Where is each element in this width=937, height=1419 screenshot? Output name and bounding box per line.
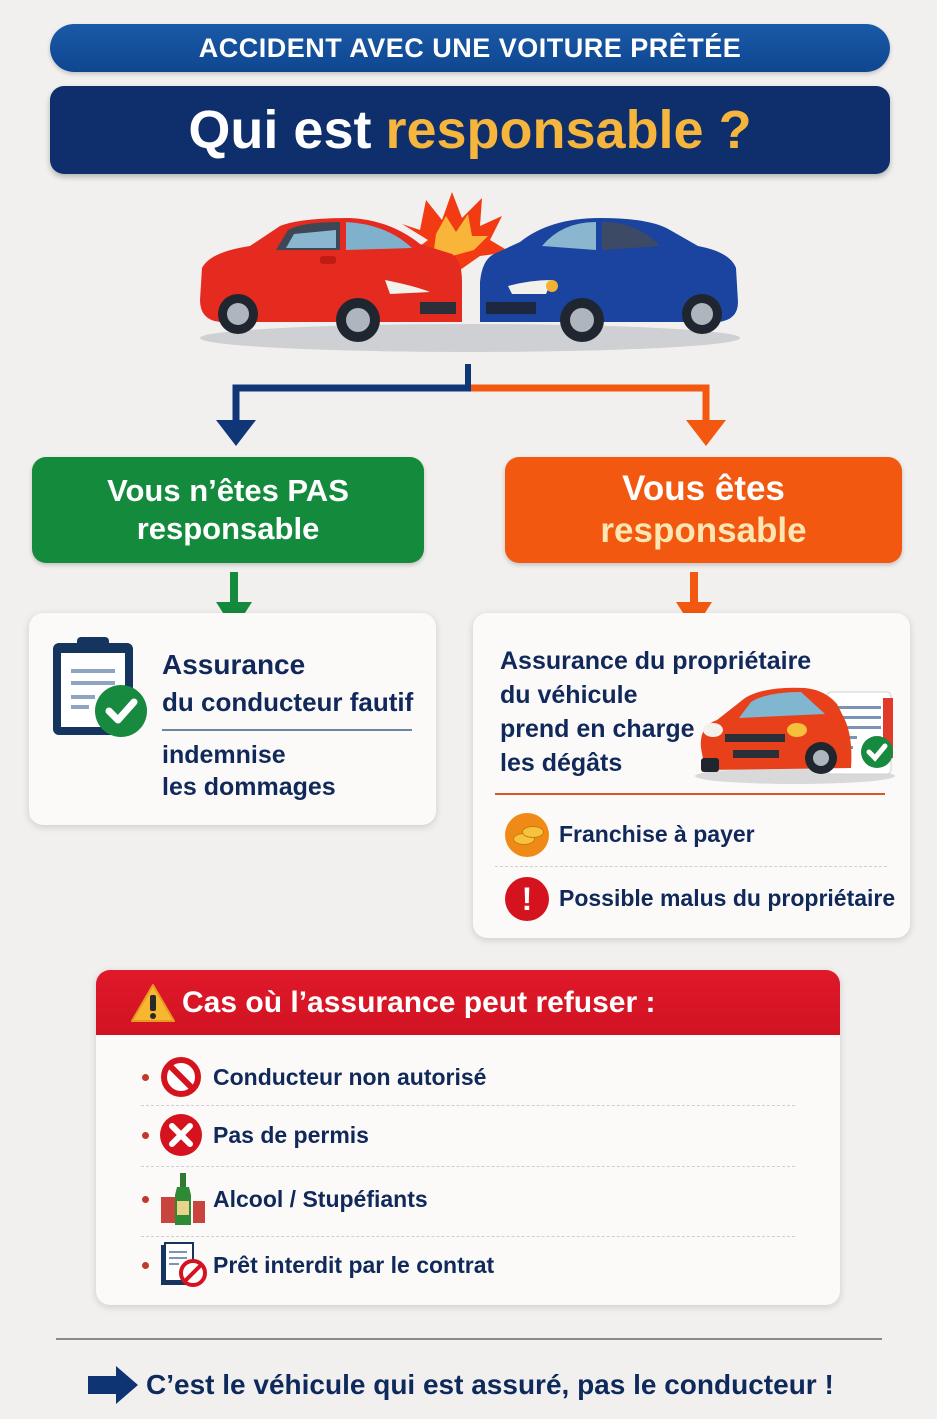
not-responsible-line2: responsable [136,511,320,546]
title-accent: responsable ? [385,100,752,160]
malus-bold: malus [659,885,727,911]
refusal-item-label: Prêt interdit par le contrat [213,1251,495,1278]
left-card-line3: indemnise [162,741,286,769]
x-circle-icon [159,1113,203,1157]
footer-text: C’est le véhicule qui est assuré, pas le conducteur ! [146,1369,834,1400]
subtitle-banner [50,24,890,72]
prohibited-icon [159,1055,203,1099]
right-card-line3: prend en charge [500,715,695,743]
refusal-header [96,970,840,1035]
coins-icon [505,813,549,857]
arrow-right-icon [88,1366,140,1404]
not-responsible-card [29,613,436,825]
refusal-item-label: Conducteur non autorisé [213,1063,487,1090]
bullet-icon [142,1132,149,1139]
malus-pre: Possible [559,885,660,911]
refusal-item [96,1106,840,1164]
right-card-line2: du véhicule [500,681,638,709]
responsible-line2: responsable [600,511,807,550]
arrow-down-orange-icon [686,420,726,446]
left-card-divider [162,729,412,731]
consequence-malus [559,885,895,912]
right-card-line1: Assurance du propriétaire [500,647,812,675]
malus-post: du propriétaire [726,885,896,911]
not-responsible-box [32,457,424,563]
car-document-icon [695,678,900,788]
left-card-line2: du conducteur fautif [162,687,414,717]
blue-car-icon [480,218,738,342]
responsible-line1: Vous êtes [622,469,785,508]
footer [88,1362,834,1408]
refusal-item [96,1170,840,1228]
refusal-item-label: Alcool / Stupéfiants [213,1185,428,1212]
right-card-line4: les dégâts [500,749,623,777]
contract-forbidden-icon [159,1241,207,1289]
title-text: Qui est [188,100,372,160]
right-card-divider [495,793,885,795]
footer-divider [56,1338,882,1340]
refusal-item [96,1236,840,1294]
warning-icon [130,983,176,1023]
responsible-box [505,457,902,563]
responsible-card [473,613,910,938]
title-banner [50,86,890,174]
clipboard-check-icon [49,633,153,743]
consequence-franchise: Franchise à payer [559,821,755,847]
bullet-icon [142,1074,149,1081]
refusal-item [96,1048,840,1106]
left-card-line4: les dommages [162,773,336,801]
refusal-title: Cas où l’assurance peut refuser : [182,985,656,1019]
divider [141,1166,795,1167]
not-responsible-line1: Vous n’êtes PAS [107,473,349,508]
bullet-icon [142,1262,149,1269]
refusal-card [96,970,840,1305]
arrow-down-blue-icon [216,420,256,446]
alcohol-icon [159,1171,207,1227]
branch-arrows [200,360,740,450]
bullet-icon [142,1196,149,1203]
exclamation-icon: ! [505,877,549,921]
crash-illustration [190,190,750,360]
left-card-line1: Assurance [162,649,306,680]
consequence-divider [495,866,887,867]
refusal-item-label: Pas de permis [213,1121,369,1148]
subtitle-text: ACCIDENT AVEC UNE VOITURE PRÊTÉE [198,32,742,63]
